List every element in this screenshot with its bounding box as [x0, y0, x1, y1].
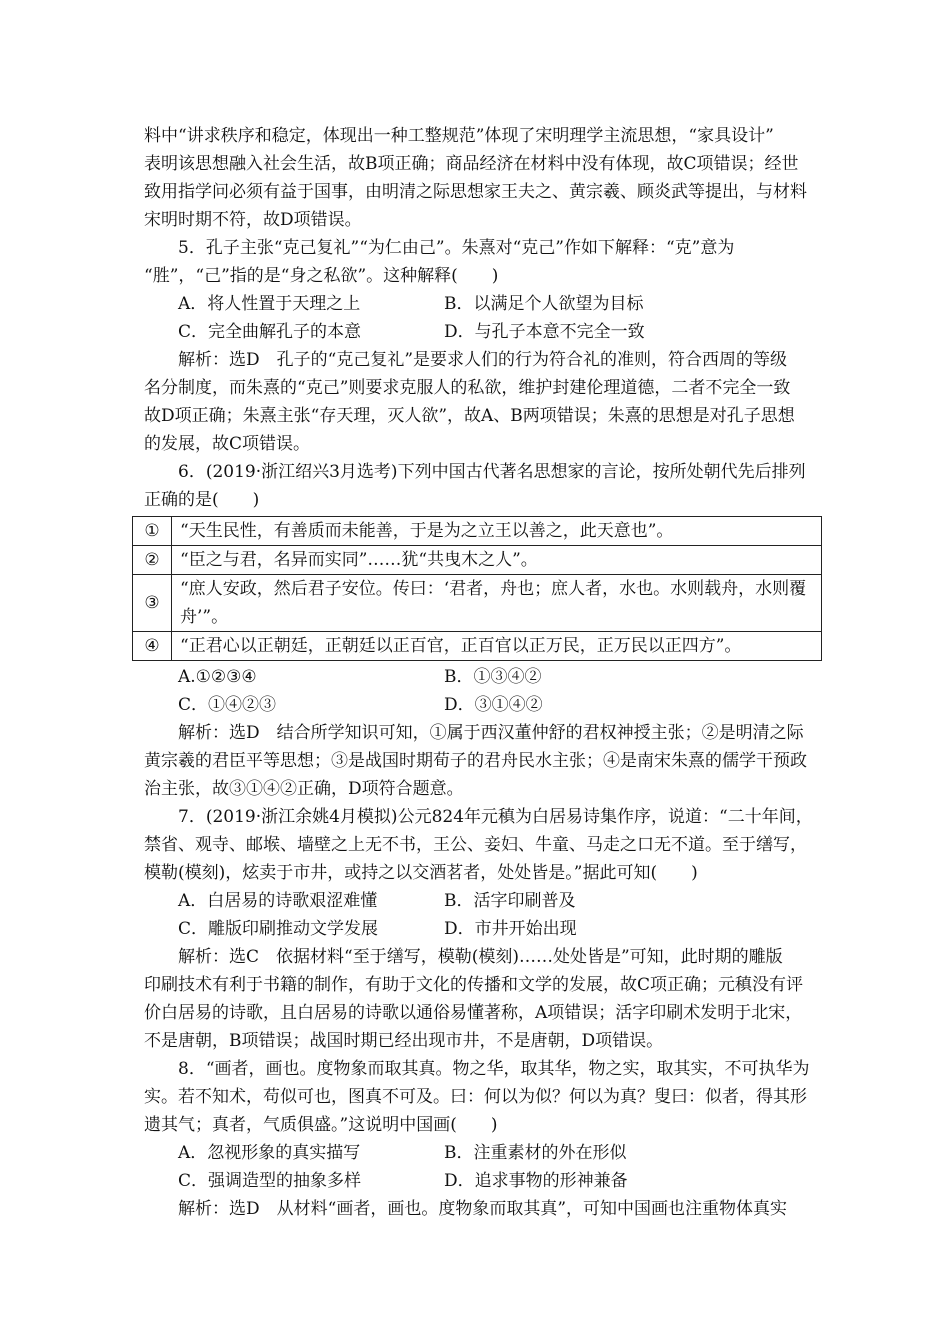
options-row: [144, 318, 824, 346]
options-row: [144, 663, 824, 691]
question-stem: 禁省、观寺、邮堠、墙壁之上无不书，王公、妾妇、牛童、马走之口无不道。至于缮写，: [144, 835, 807, 855]
option-a: A．白居易的诗歌艰涩难懂: [178, 891, 378, 911]
row-number: ②: [133, 546, 172, 575]
analysis-line: 的发展，故C项错误。: [144, 434, 311, 454]
options-row: [144, 915, 824, 943]
analysis-line: 故D项正确；朱熹主张“存天理，灭人欲”，故A、B两项错误；朱熹的思想是对孔子思想: [144, 406, 795, 426]
option-c: C．①④②③: [178, 695, 277, 715]
question-stem: 模勒(模刻)，炫卖于市井，或持之以交酒茗者，处处皆是。”据此可知( ): [144, 863, 698, 883]
option-a: A．忽视形象的真实描写: [178, 1143, 361, 1163]
option-d: D．追求事物的形神兼备: [444, 1171, 628, 1191]
analysis-line: 名分制度，而朱熹的“克己”则要求克服人的私欲，维护封建伦理道德，二者不完全一致: [144, 378, 791, 398]
table-row: [133, 575, 822, 632]
option-c: C．雕版印刷推动文学发展: [178, 919, 379, 939]
text-line: 宋明时期不符，故D项错误。: [144, 210, 362, 230]
analysis-line: 价白居易的诗歌，且白居易的诗歌以通俗易懂著称，A项错误；活字印刷术发明于北宋，: [144, 1003, 803, 1023]
option-d: D．与孔子本意不完全一致: [444, 322, 645, 342]
quotes-table: [132, 516, 822, 661]
row-quote: “庶人安政，然后君子安位。传曰：‘君者，舟也；庶人者，水也。水则载舟，水则覆舟’”。: [172, 575, 822, 632]
option-c: C．完全曲解孔子的本意: [178, 322, 362, 342]
question-stem: 5．孔子主张“克己复礼”“为仁由己”。朱熹对“克己”作如下解释：“克”意为: [178, 238, 735, 258]
option-a: A．将人性置于天理之上: [178, 294, 361, 314]
question-8: [144, 1055, 824, 1223]
question-6: [144, 458, 824, 803]
document-page: [144, 122, 824, 1223]
row-number: ④: [133, 632, 172, 661]
analysis-line: 印刷技术有利于书籍的制作，有助于文化的传播和文学的发展，故C项正确；元稹没有评: [144, 975, 804, 995]
text-line: 致用指学问必须有益于国事，由明清之际思想家王夫之、黄宗羲、顾炎武等提出，与材料: [144, 182, 807, 202]
row-quote: “天生民性，有善质而未能善，于是为之立王以善之，此天意也”。: [172, 517, 822, 546]
options-row: [144, 290, 824, 318]
text-line: 表明该思想融入社会生活，故B项正确；商品经济在材料中没有体现，故C项错误；经世: [144, 154, 799, 174]
options-row: [144, 887, 824, 915]
analysis-line: 治主张，故③①④②正确，D项符合题意。: [144, 779, 464, 799]
question-stem: 6．(2019·浙江绍兴3月选考)下列中国古代著名思想家的言论，按所处朝代先后排列: [178, 462, 806, 482]
analysis-line: 不是唐朝，B项错误；战国时期已经出现市井，不是唐朝，D项错误。: [144, 1031, 664, 1051]
table-row: [133, 632, 822, 661]
option-b: B．①③④②: [444, 667, 542, 687]
options-row: [144, 1167, 824, 1195]
analysis-line: 解析：选D 从材料“画者，画也。度物象而取其真”，可知中国画也注重物体真实: [178, 1199, 788, 1219]
question-7: [144, 803, 824, 1055]
row-number: ①: [133, 517, 172, 546]
option-b: B．活字印刷普及: [444, 891, 576, 911]
analysis-line: 解析：选D 孔子的“克己复礼”是要求人们的行为符合礼的准则，符合西周的等级: [178, 350, 788, 370]
table-row: [133, 517, 822, 546]
options-row: [144, 1139, 824, 1167]
analysis-line: 解析：选C 依据材料“至于缮写，模勒(模刻)……处处皆是”可知，此时期的雕版: [178, 947, 783, 967]
analysis-line: 黄宗羲的君臣平等思想；③是战国时期荀子的君舟民水主张；④是南宋朱熹的儒学干预政: [144, 751, 807, 771]
options-row: [144, 691, 824, 719]
table-row: [133, 546, 822, 575]
intro-paragraph: [144, 122, 824, 234]
option-d: D．③①④②: [444, 695, 543, 715]
option-d: D．市井开始出现: [444, 919, 577, 939]
question-stem: “胜”，“己”指的是“身之私欲”。这种解释( ): [144, 266, 499, 286]
question-stem: 7．(2019·浙江余姚4月模拟)公元824年元稹为白居易诗集作序，说道：“二十年间，: [178, 807, 813, 827]
row-number: ③: [133, 575, 172, 632]
analysis-line: 解析：选D 结合所学知识可知，①属于西汉董仲舒的君权神授主张；②是明清之际: [178, 723, 804, 743]
row-quote: “正君心以正朝廷，正朝廷以正百官，正百官以正万民，正万民以正四方”。: [172, 632, 822, 661]
option-c: C．强调造型的抽象多样: [178, 1171, 362, 1191]
question-5: [144, 234, 824, 458]
option-b: B．注重素材的外在形似: [444, 1143, 627, 1163]
question-stem: 实。若不知术，苟似可也，图真不可及。曰：何以为似？何以为真？叟曰：似者，得其形: [144, 1087, 807, 1107]
question-stem: 正确的是( ): [144, 490, 260, 510]
text-line: 料中“讲求秩序和稳定，体现出一种工整规范”体现了宋明理学主流思想，“家具设计”: [144, 126, 774, 146]
row-quote: “臣之与君，名异而实同”……犹“共曳木之人”。: [172, 546, 822, 575]
question-stem: 遗其气；真者，气质俱盛。”这说明中国画( ): [144, 1115, 498, 1135]
question-stem: 8．“画者，画也。度物象而取其真。物之华，取其华，物之实，取其实，不可执华为: [178, 1059, 810, 1079]
option-b: B．以满足个人欲望为目标: [444, 294, 644, 314]
option-a: A.①②③④: [178, 667, 257, 687]
